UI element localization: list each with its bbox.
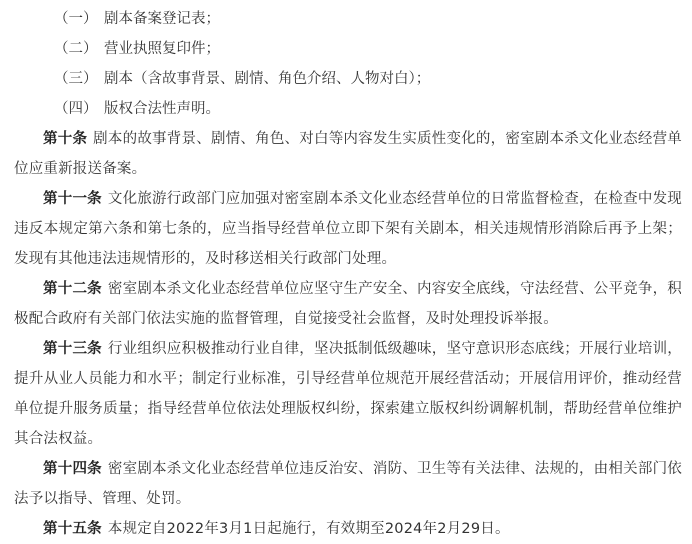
list-number: （一） (54, 11, 98, 27)
article-text: 行业组织应积极推动行业自律，坚决抵制低级趣味，坚守意识形态底线；开展行业培训，提升从业人员能力和水平；制定行业标准，引导经营单位规范开展经营活动；开展信用评价，推动经营单位提升服务质量；指导经营单位依法处理版权纠纷，探索建立版权纠纷调解机制，帮助经营单位维护其合法权益。 (14, 341, 682, 447)
article-number: 第十四条 (43, 461, 102, 477)
article-text: 文化旅游行政部门应加强对密室剧本杀文化业态经营单位的日常监督检查，在检查中发现违反本规定第六条和第七条的，应当指导经营单位立即下架有关剧本，相关违规情形消除后再予上架；发现有其他违法违规情形的，及时移送相关行政部门处理。 (14, 191, 682, 267)
list-text: 剧本备案登记表； (104, 11, 220, 27)
article-number: 第十五条 (43, 521, 102, 537)
list-item-2 (14, 34, 682, 64)
article-15 (14, 514, 682, 544)
article-text: 本规定自2022年3月1日起施行，有效期至2024年2月29日。 (107, 521, 510, 537)
list-text: 营业执照复印件； (104, 41, 220, 57)
list-item-1 (14, 4, 682, 34)
article-number: 第十一条 (43, 191, 102, 207)
list-item-4 (14, 94, 682, 124)
list-item-3 (14, 64, 682, 94)
article-text: 密室剧本杀文化业态经营单位违反治安、消防、卫生等有关法律、法规的，由相关部门依法予以指导、管理、处罚。 (14, 461, 682, 507)
article-14 (14, 454, 682, 514)
article-12 (14, 274, 682, 334)
article-number: 第十二条 (43, 281, 102, 297)
article-number: 第十条 (43, 131, 88, 147)
list-number: （二） (54, 41, 98, 57)
article-text: 密室剧本杀文化业态经营单位应坚守生产安全、内容安全底线，守法经营、公平竞争，积极配合政府有关部门依法实施的监督管理，自觉接受社会监督，及时处理投诉举报。 (14, 281, 682, 327)
article-number: 第十三条 (43, 341, 102, 357)
article-11 (14, 184, 682, 274)
list-text: 剧本（含故事背景、剧情、角色介绍、人物对白）； (104, 71, 431, 87)
article-text: 剧本的故事背景、剧情、角色、对白等内容发生实质性变化的，密室剧本杀文化业态经营单位应重新报送备案。 (14, 131, 682, 177)
list-number: （四） (54, 101, 98, 117)
list-number: （三） (54, 71, 98, 87)
article-10 (14, 124, 682, 184)
list-text: 版权合法性声明。 (104, 101, 220, 117)
article-13 (14, 334, 682, 454)
